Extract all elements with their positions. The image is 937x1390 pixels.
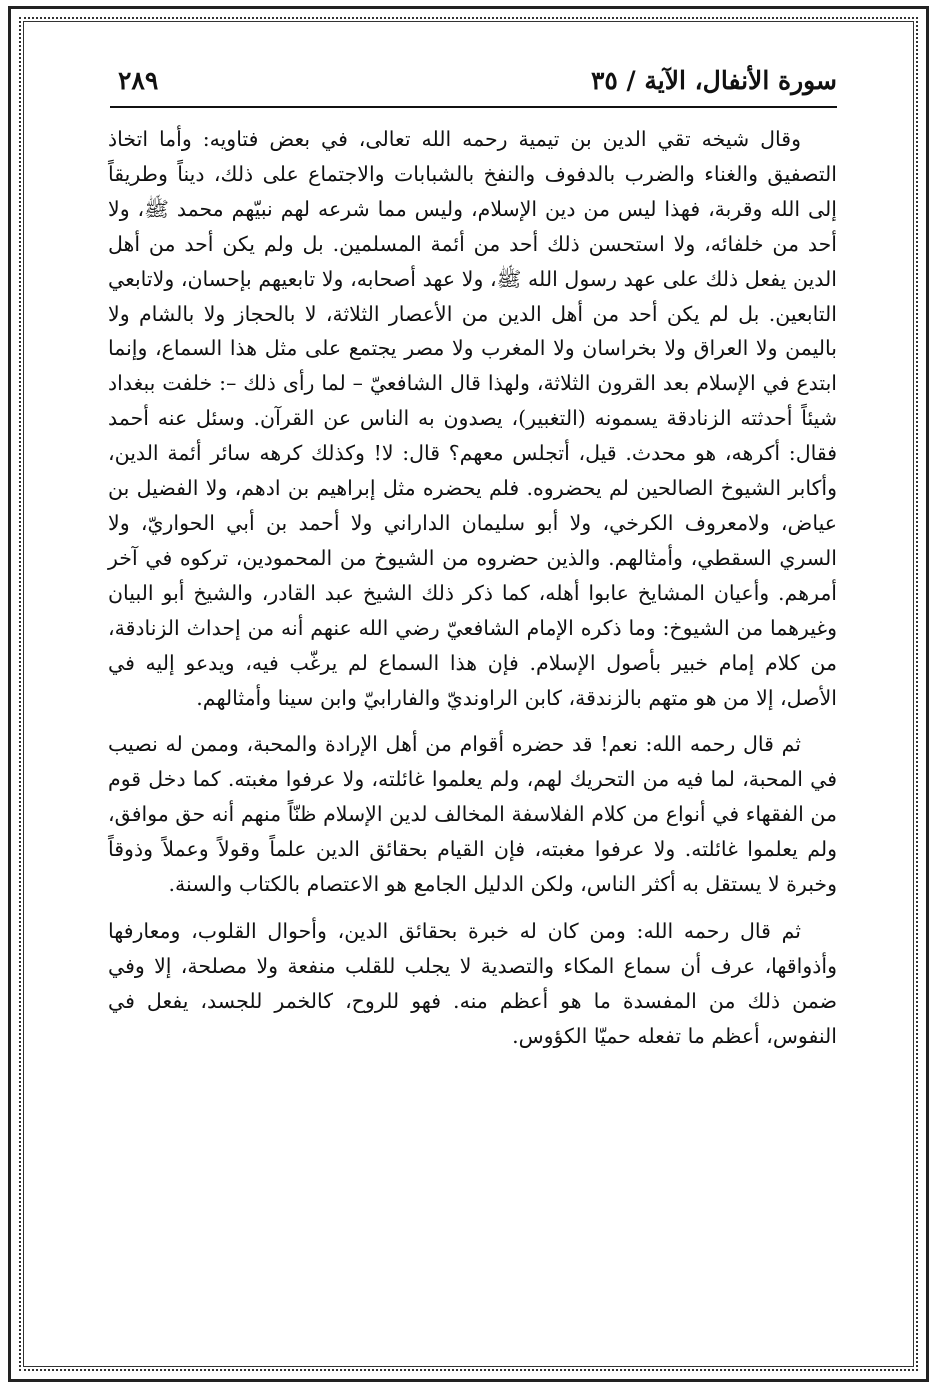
running-title: سورة الأنفال، الآية / ٣٥ [590, 66, 837, 95]
paragraph-3: ثم قال رحمه الله: ومن كان له خبرة بحقائق الدين، وأحوال القلوب، ومعارفها وأذواقها، عرف أن سماع المكاء والتصدية لا يجلب للقلب منفعة ولا مصلحة، إلا وفي ضمن ذلك من المفسدة ما هو أعظم منه. فهو للروح، كالخمر للجسد، يفعل في النفوس، أعظم ما تفعله حميّا الكؤوس. [108, 918, 837, 1048]
page-body [108, 122, 837, 1054]
page-number: ٢٨٩ [118, 66, 159, 95]
paragraph-2: ثم قال رحمه الله: نعم! قد حضره أقوام من أهل الإرادة والمحبة، وممن له نصيب في المحبة، لما فيه من التحريك لهم، ولم يعلموا غائلته، ولا عرفوا مغبته. كما دخل قوم من الفقهاء في أنواع من كلام الفلاسفة المخالف لدين الإسلام ظنّاً منهم أنه حق موافق، ولم يعلموا غائلته. ولا عرفوا مغبته، فإن القيام بحقائق الدين علماً وقولاً وعملاً وذوقاً وخبرة لا يستقل به أكثر الناس، ولكن الدليل الجامع هو الاعتصام بالكتاب والسنة. [108, 732, 837, 897]
paragraph-1: وقال شيخه تقي الدين بن تيمية رحمه الله تعالى، في بعض فتاويه: وأما اتخاذ التصفيق والغناء والضرب بالدفوف والنفخ بالشبابات والاجتماع على ذلك، ديناً وطريقاً إلى الله وقربة، فهذا ليس من دين الإسلام، وليس مما شرعه لهم نبيّهم محمد ﷺ، ولا أحد من خلفائه، ولا استحسن ذلك أحد من أئمة المسلمين. بل ولم يكن أحد من أهل الدين يفعل ذلك على عهد رسول الله ﷺ، ولا عهد أصحابه، ولا تابعيهم بإحسان، ولاتابعي التابعين. بل لم يكن أحد من أهل الدين من الأعصار الثلاثة، لا بالحجاز ولا بالشام ولا باليمن ولا العراق ولا بخراسان ولا المغرب ولا مصر يجتمع على مثل هذا السماع، وإنما ابتدع في الإسلام بعد القرون الثلاثة، ولهذا قال الشافعيّ – لما رأى ذلك –: خلفت ببغداد شيئاً أحدثته الزنادقة يسمونه (التغبير)، يصدون به الناس عن القرآن. وسئل عنه أحمد فقال: أكرهه، هو محدث. قيل، أتجلس معهم؟ قال: لا! وكذلك كرهه سائر أئمة الدين، وأكابر الشيوخ الصالحين لم يحضروه. فلم يحضره مثل إبراهيم بن ادهم، ولا الفضيل بن عياض، ولامعروف الكرخي، ولا أبو سليمان الداراني ولا أحمد بن أبي الحواريّ، ولا السري السقطي، وأمثالهم. والذين حضروه من الشيوخ من المحمودين، تركوه في آخر أمرهم. وأعيان المشايخ عابوا أهله، كما ذكر ذلك الشيخ عبد القادر، والشيخ أبو البيان وغيرهما من الشيوخ: وما ذكره الإمام الشافعيّ رضي الله عنهم أنه من إحداث الزنادقة، من كلام إمام خبير بأصول الإسلام. فإن هذا السماع لم يرغّب فيه، ويدعو إليه في الأصل، إلا من هو متهم بالزندقة، كابن الراونديّ والفارابيّ وابن سينا وأمثالهم. [108, 127, 837, 710]
page-header [110, 64, 837, 108]
